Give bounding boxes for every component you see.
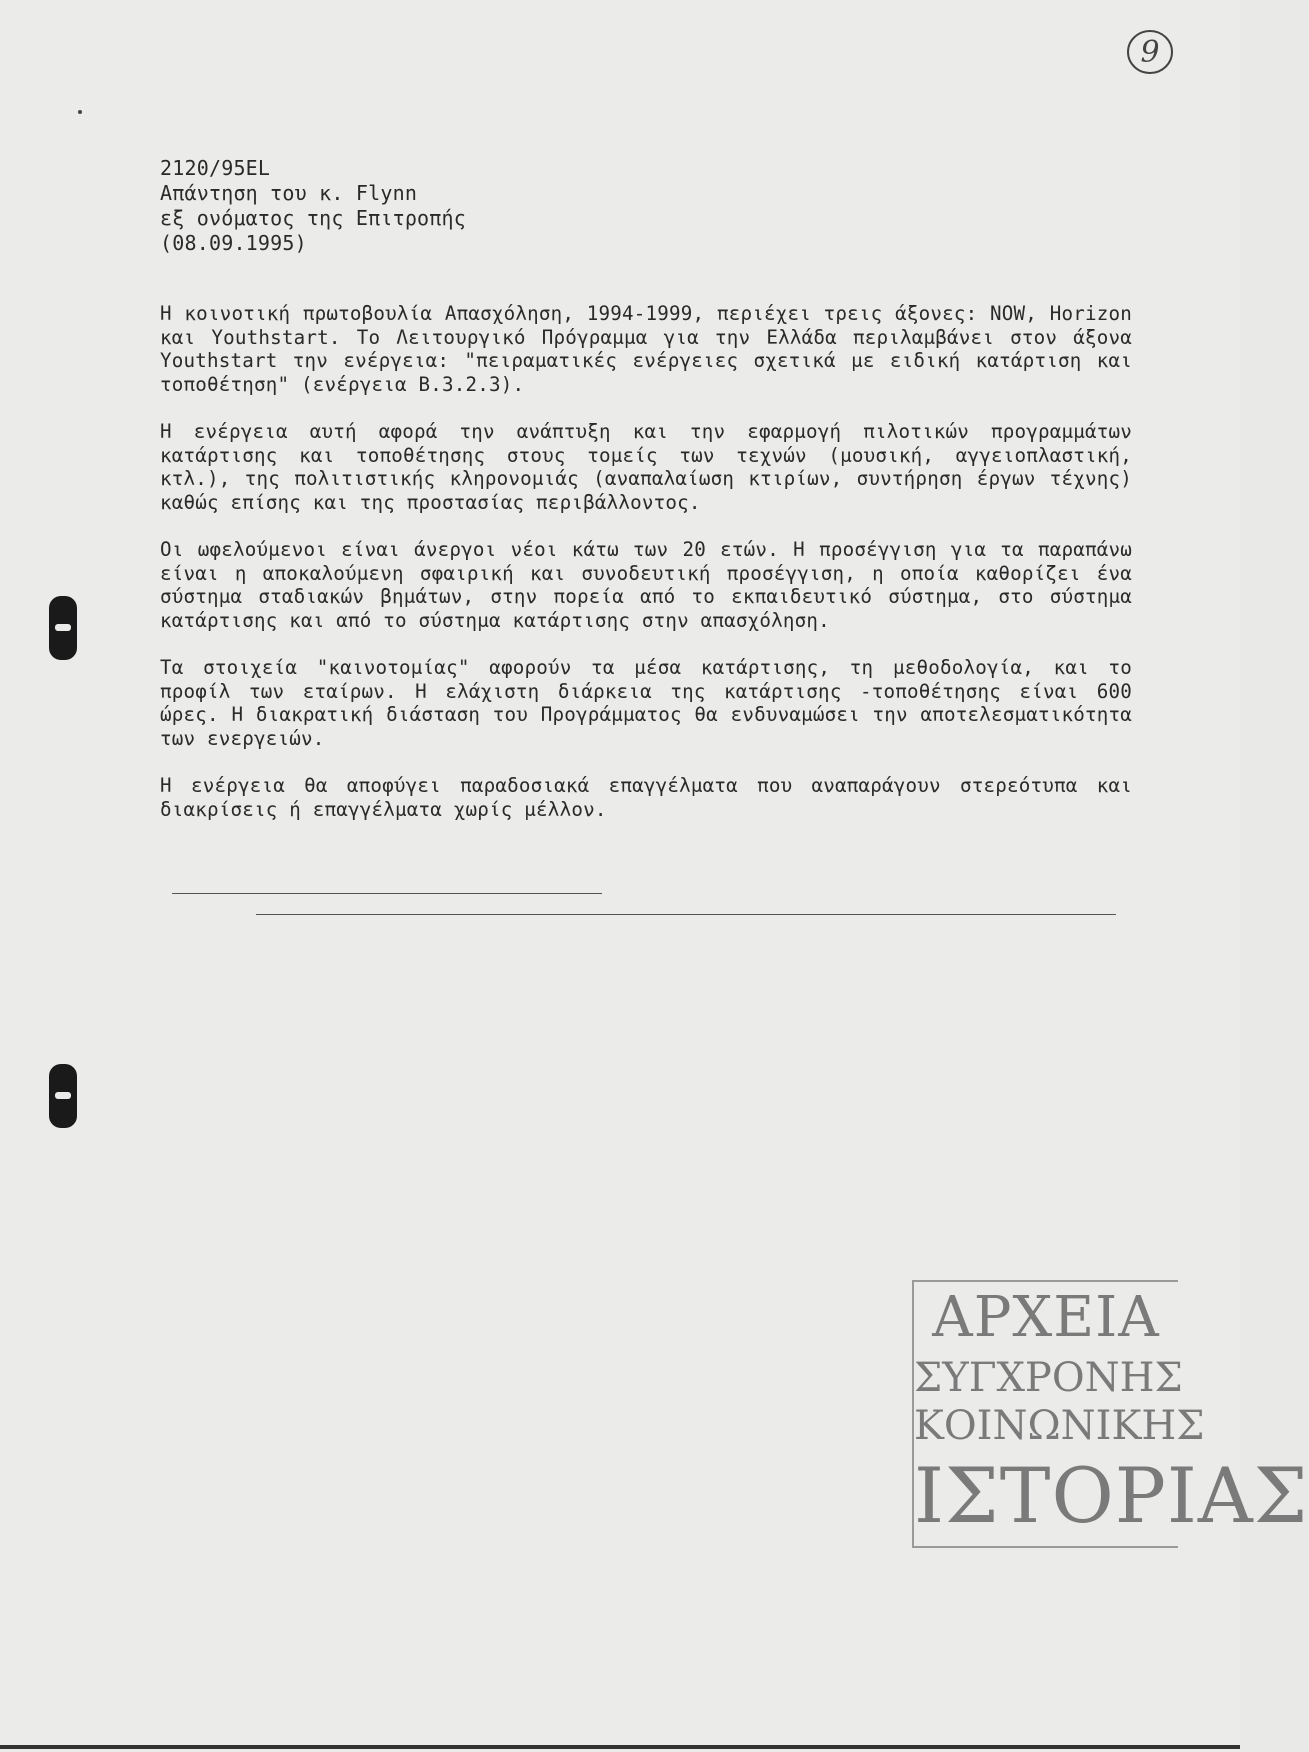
binder-punch-hole-bottom xyxy=(49,1064,77,1128)
paragraph-3: Οι ωφελούμενοι είναι άνεργοι νέοι κάτω των 20 ετών. Η προσέγγιση για τα παραπάνω είναι η αποκαλούμενη σφαιρική και συνοδευτική προσέγγιση, η οποία καθορίζει ένα σύστημα σταδιακών βημάτων, στην πορεία από το εκπαιδευτικό σύστημα, στο σύστημα κατάρτισης και από το σύστημα κατάρτισης στην απασχόληση. xyxy=(160,538,1132,632)
paragraph-4: Τα στοιχεία "καινοτομίας" αφορούν τα μέσα κατάρτισης, τη μεθοδολογία, και το προφίλ των εταίρων. Η ελάχιστη διάρκεια της κατάρτισης -τοποθέτησης είναι 600 ώρες. Η διακρατική διάσταση του Προγράμματος θα ενδυναμώσει την αποτελεσματικότητα των ενεργειών. xyxy=(160,656,1132,750)
answer-by: Απάντηση του κ. Flynn xyxy=(160,181,418,205)
paragraph-2: Η ενέργεια αυτή αφορά την ανάπτυξη και την εφαρμογή πιλοτικών προγραμμάτων κατάρτισης και τοποθέτησης στους τομείς των τεχνών (μουσική, αγγειοπλαστική, κτλ.), της πολιτιστικής κληρονομιάς (αναπαλαίωση κτιρίων, συντήρηση έργων τέχνης) καθώς επίσης και της προστασίας περιβάλλοντος. xyxy=(160,420,1132,514)
binder-punch-hole-top xyxy=(49,596,77,660)
stamp-line-3: ΚΟΙΝΩΝΙΚΗΣ xyxy=(914,1403,1205,1449)
handwritten-underline xyxy=(172,893,602,894)
archive-stamp xyxy=(912,1280,1309,1548)
handwritten-number: 9 xyxy=(1140,35,1160,70)
scan-speck xyxy=(78,110,82,114)
stamp-line-4: ΙΣΤΟΡΙΑΣ xyxy=(914,1451,1309,1540)
document-header xyxy=(160,156,466,256)
handwritten-page-number xyxy=(1124,26,1176,78)
on-behalf-of: εξ ονόματος της Επιτροπής xyxy=(160,206,467,230)
scan-edge xyxy=(0,1745,1240,1749)
reference-number: 2120/95EL xyxy=(160,156,271,180)
answer-date: (08.09.1995) xyxy=(160,231,307,255)
stamp-line-1: ΑΡΧΕΙΑ xyxy=(932,1285,1160,1350)
handwritten-strike xyxy=(256,914,1116,915)
paragraph-1: Η κοινοτική πρωτοβουλία Απασχόληση, 1994-1999, περιέχει τρεις άξονες: NOW, Horizon και Youthstart. Το Λειτουργικό Πρόγραμμα για την Ελλάδα περιλαμβάνει στον άξονα Youthstart την ενέργεια: "πειραματικές ενέργειες σχετικά με ειδική κατάρτιση και τοποθέτηση" (ενέργεια B.3.2.3). xyxy=(160,302,1132,396)
paragraph-5: Η ενέργεια θα αποφύγει παραδοσιακά επαγγέλματα που αναπαράγουν στερεότυπα και διακρίσεις ή επαγγέλματα χωρίς μέλλον. xyxy=(160,774,1132,821)
document-body xyxy=(160,302,1132,845)
stamp-line-2: ΣΥΓΧΡΟΝΗΣ xyxy=(914,1355,1183,1401)
